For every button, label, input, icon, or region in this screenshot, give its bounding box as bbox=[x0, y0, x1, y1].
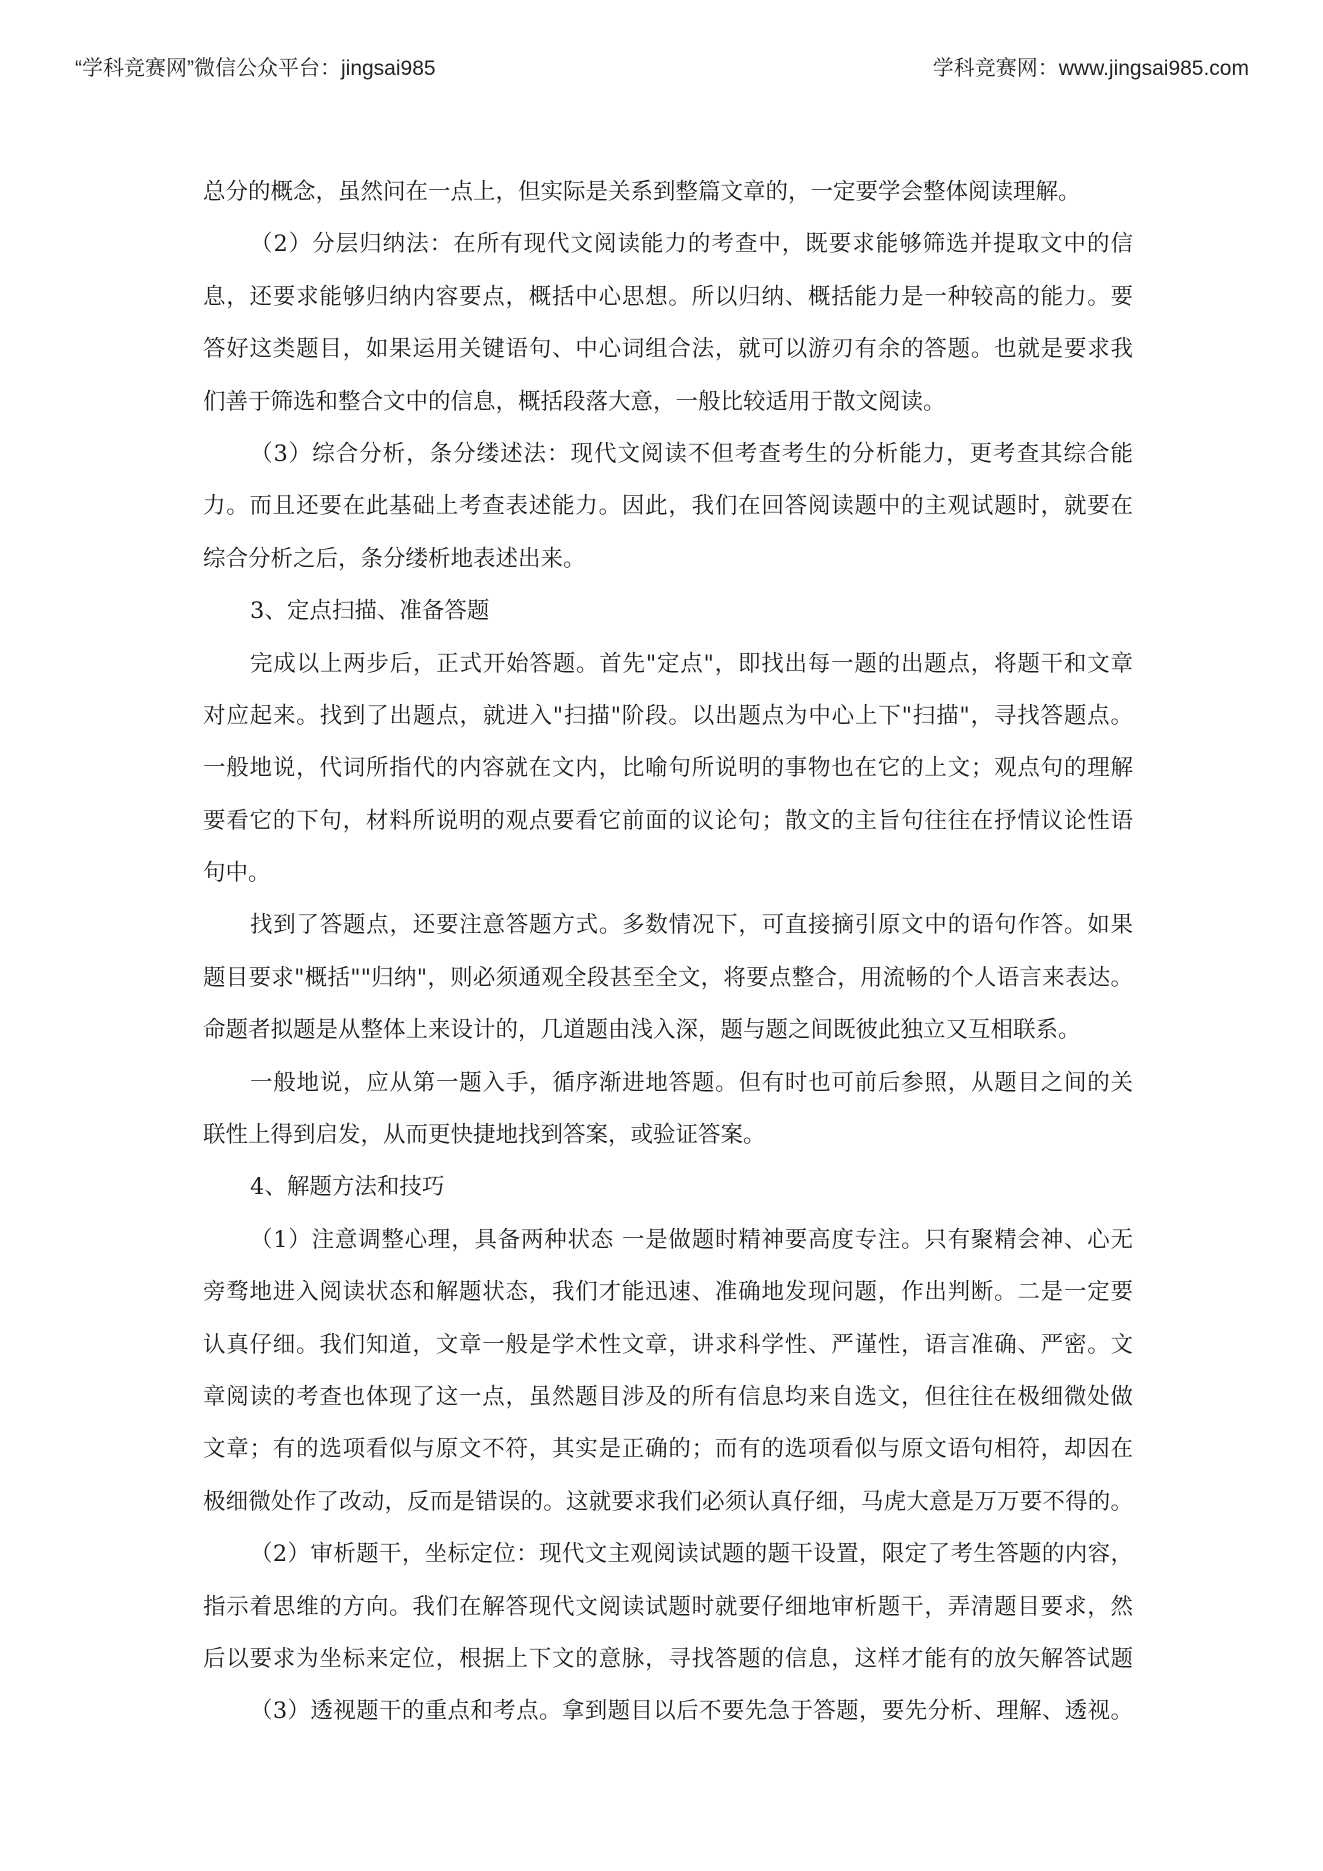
text-line: 文章；有的选项看似与原文不符，其实是正确的；而有的选项看似与原文语句相符，却因在 bbox=[203, 1436, 1133, 1463]
text-line: 答好这类题目，如果运用关键语句、中心词组合法，就可以游刃有余的答题。也就是要求我 bbox=[203, 336, 1133, 363]
text-line: 3、定点扫描、准备答题 bbox=[250, 598, 490, 625]
text-line: （1）注意调整心理，具备两种状态 一是做题时精神要高度专注。只有聚精会神、心无 bbox=[250, 1226, 1133, 1253]
text-line: 对应起来。找到了出题点，就进入"扫描"阶段。以出题点为中心上下"扫描"，寻找答题点。 bbox=[203, 702, 1133, 729]
text-line: 极细微处作了改动，反而是错误的。这就要求我们必须认真仔细，马虎大意是万万要不得的。 bbox=[203, 1488, 1133, 1515]
text-line: 要看它的下句，材料所说明的观点要看它前面的议论句；散文的主旨句往往在抒情议论性语 bbox=[203, 807, 1133, 834]
text-line: 联性上得到启发，从而更快捷地找到答案，或验证答案。 bbox=[203, 1122, 766, 1149]
text-line: 4、解题方法和技巧 bbox=[250, 1174, 445, 1201]
text-line: 找到了答题点，还要注意答题方式。多数情况下，可直接摘引原文中的语句作答。如果 bbox=[250, 912, 1133, 939]
text-line: 章阅读的考查也体现了这一点，虽然题目涉及的所有信息均来自选文，但往往在极细微处做 bbox=[203, 1383, 1133, 1410]
text-line: （2）分层归纳法：在所有现代文阅读能力的考查中，既要求能够筛选并提取文中的信 bbox=[250, 231, 1133, 258]
document-body bbox=[203, 166, 1133, 1738]
text-line: 们善于筛选和整合文中的信息，概括段落大意，一般比较适用于散文阅读。 bbox=[203, 388, 946, 415]
text-line: 命题者拟题是从整体上来设计的，几道题由浅入深，题与题之间既彼此独立又互相联系。 bbox=[203, 1017, 1081, 1044]
text-line: 指示着思维的方向。我们在解答现代文阅读试题时就要仔细地审析题干，弄清题目要求，然 bbox=[203, 1593, 1133, 1620]
text-line: 综合分析之后，条分缕析地表述出来。 bbox=[203, 545, 586, 572]
text-line: 力。而且还要在此基础上考查表述能力。因此，我们在回答阅读题中的主观试题时，就要在 bbox=[203, 493, 1133, 520]
text-line: 句中。 bbox=[203, 860, 271, 887]
text-line: （2）审析题干，坐标定位：现代文主观阅读试题的题干设置，限定了考生答题的内容， bbox=[250, 1541, 1133, 1568]
text-line: 一般地说，应从第一题入手，循序渐进地答题。但有时也可前后参照，从题目之间的关 bbox=[250, 1069, 1133, 1096]
text-line: （3）综合分析，条分缕述法：现代文阅读不但考查考生的分析能力，更考查其综合能 bbox=[250, 440, 1133, 467]
text-line: 题目要求"概括""归纳"，则必须通观全段甚至全文，将要点整合，用流畅的个人语言来表达。 bbox=[203, 964, 1133, 991]
header-left-text: “学科竞赛网”微信公众平台：jingsai985 bbox=[75, 57, 436, 80]
text-line: 后以要求为坐标来定位，根据上下文的意脉，寻找答题的信息，这样才能有的放矢解答试题 bbox=[203, 1645, 1133, 1672]
text-line: 息，还要求能够归纳内容要点，概括中心思想。所以归纳、概括能力是一种较高的能力。要 bbox=[203, 283, 1133, 310]
text-line: 旁骛地进入阅读状态和解题状态，我们才能迅速、准确地发现问题，作出判断。二是一定要 bbox=[203, 1279, 1133, 1306]
page-header bbox=[0, 52, 1323, 84]
text-line: 一般地说，代词所指代的内容就在文内，比喻句所说明的事物也在它的上文；观点句的理解 bbox=[203, 755, 1133, 782]
text-line: （3）透视题干的重点和考点。拿到题目以后不要先急于答题，要先分析、理解、透视。 bbox=[250, 1698, 1133, 1725]
header-right-text: 学科竞赛网：www.jingsai985.com bbox=[932, 57, 1249, 80]
text-line: 总分的概念，虽然问在一点上，但实际是关系到整篇文章的，一定要学会整体阅读理解。 bbox=[203, 179, 1081, 205]
text-line: 完成以上两步后，正式开始答题。首先"定点"，即找出每一题的出题点，将题干和文章 bbox=[250, 650, 1133, 677]
text-line: 认真仔细。我们知道，文章一般是学术性文章，讲求科学性、严谨性，语言准确、严密。文 bbox=[203, 1331, 1133, 1358]
